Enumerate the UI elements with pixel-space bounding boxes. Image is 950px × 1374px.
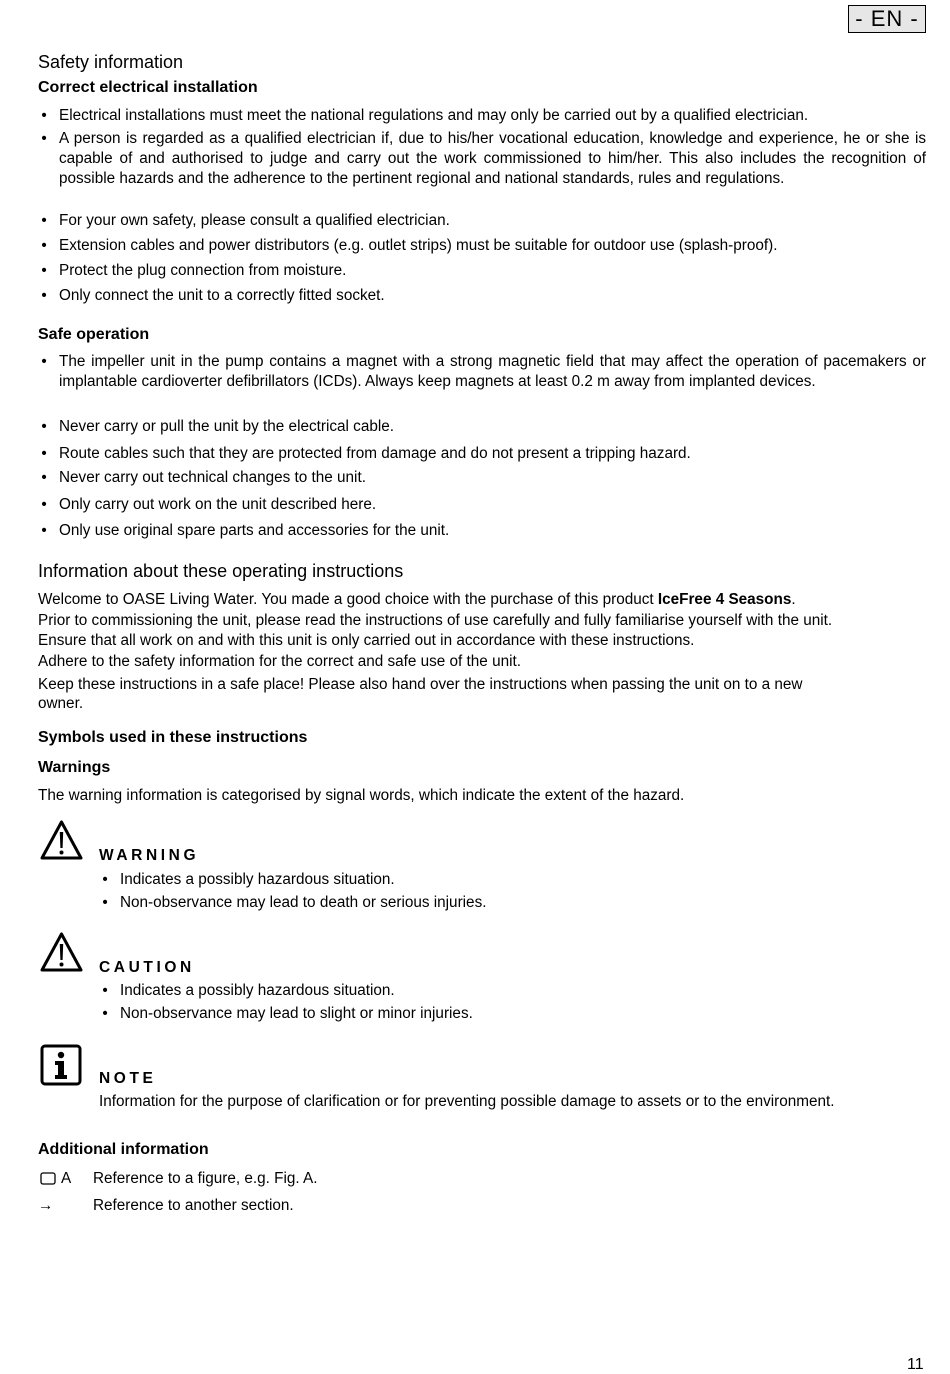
language-tag: - EN - bbox=[848, 5, 926, 33]
list-item: • Only connect the unit to a correctly fitted socket. bbox=[41, 287, 385, 304]
heading-electrical: Correct electrical installation bbox=[38, 79, 258, 96]
heading-warnings: Warnings bbox=[38, 759, 111, 776]
paragraph-commissioning-2: Ensure that all work on and with this unit is only carried out in accordance with these instructions. bbox=[38, 632, 695, 649]
list-item: • A person is regarded as a qualified electrician if, due to his/her vocational education, knowledge and experience, he or she is capable of and authorised to judge and carry out the work commissioned to him/her. This also includes the recognition of possible hazards and the adherence to the pertinent regional and national standards, rules and regulations. bbox=[41, 130, 926, 187]
list-item: • Never carry or pull the unit by the electrical cable. bbox=[41, 418, 394, 435]
signal-word-warning: WARNING bbox=[99, 847, 200, 864]
heading-safe-operation: Safe operation bbox=[38, 326, 150, 343]
page-number: 11 bbox=[907, 1356, 924, 1373]
list-item: • Indicates a possibly hazardous situation. bbox=[102, 871, 395, 888]
arrow-right-icon: → bbox=[38, 1197, 54, 1214]
list-item: • The impeller unit in the pump contains a magnet with a strong magnetic field that may affect the operation of pacemakers or implantable cardioverter defibrillators (ICDs). Always keep magnets at least 0.2 m away from implanted devices. bbox=[41, 353, 926, 390]
paragraph-commissioning-1: Prior to commissioning the unit, please read the instructions of use carefully and fully familiarise yourself with the unit. bbox=[38, 612, 833, 629]
heading-additional: Additional information bbox=[38, 1141, 209, 1158]
paragraph-welcome: Welcome to OASE Living Water. You made a good choice with the purchase of this product IceFree 4 Seasons. bbox=[38, 591, 796, 608]
note-text: Information for the purpose of clarification or for preventing possible damage to assets or to the environment. bbox=[99, 1093, 835, 1110]
figure-box-icon bbox=[40, 1172, 56, 1190]
product-name: IceFree 4 Seasons bbox=[657, 591, 792, 608]
list-item: • Non-observance may lead to death or serious injuries. bbox=[102, 894, 487, 911]
list-item: • Electrical installations must meet the national regulations and may only be carried out by a qualified electrician. bbox=[41, 107, 809, 124]
section-title-instructions: Information about these operating instructions bbox=[38, 561, 404, 581]
list-item: • For your own safety, please consult a qualified electrician. bbox=[41, 212, 450, 229]
list-item: • Route cables such that they are protected from damage and do not present a tripping hazard. bbox=[41, 445, 691, 462]
paragraph-keep-2: owner. bbox=[38, 695, 84, 712]
list-item: • Only carry out work on the unit described here. bbox=[41, 496, 377, 513]
list-item: • Protect the plug connection from moisture. bbox=[41, 262, 347, 279]
signal-word-caution: CAUTION bbox=[99, 959, 195, 976]
paragraph-warnings-intro: The warning information is categorised by signal words, which indicate the extent of the hazard. bbox=[38, 787, 685, 804]
additional-figure-text: Reference to a figure, e.g. Fig. A. bbox=[93, 1170, 318, 1187]
info-icon bbox=[40, 1044, 82, 1086]
list-item: • Only use original spare parts and accessories for the unit. bbox=[41, 522, 450, 539]
list-item: • Never carry out technical changes to the unit. bbox=[41, 469, 366, 486]
list-item: • Extension cables and power distributors (e.g. outlet strips) must be suitable for outdoor use (splash-proof). bbox=[41, 237, 778, 254]
section-title-safety: Safety information bbox=[38, 52, 184, 72]
list-item: • Indicates a possibly hazardous situation. bbox=[102, 982, 395, 999]
figure-ref-letter: A bbox=[61, 1170, 72, 1187]
heading-symbols: Symbols used in these instructions bbox=[38, 729, 308, 746]
warning-triangle-icon bbox=[40, 820, 83, 860]
paragraph-adhere: Adhere to the safety information for the correct and safe use of the unit. bbox=[38, 653, 521, 670]
additional-section-text: Reference to another section. bbox=[93, 1197, 294, 1214]
signal-word-note: NOTE bbox=[99, 1070, 157, 1087]
warning-triangle-icon bbox=[40, 932, 83, 972]
list-item: • Non-observance may lead to slight or minor injuries. bbox=[102, 1005, 473, 1022]
paragraph-keep-1: Keep these instructions in a safe place! Please also hand over the instructions when passing the unit on to a new bbox=[38, 676, 803, 693]
